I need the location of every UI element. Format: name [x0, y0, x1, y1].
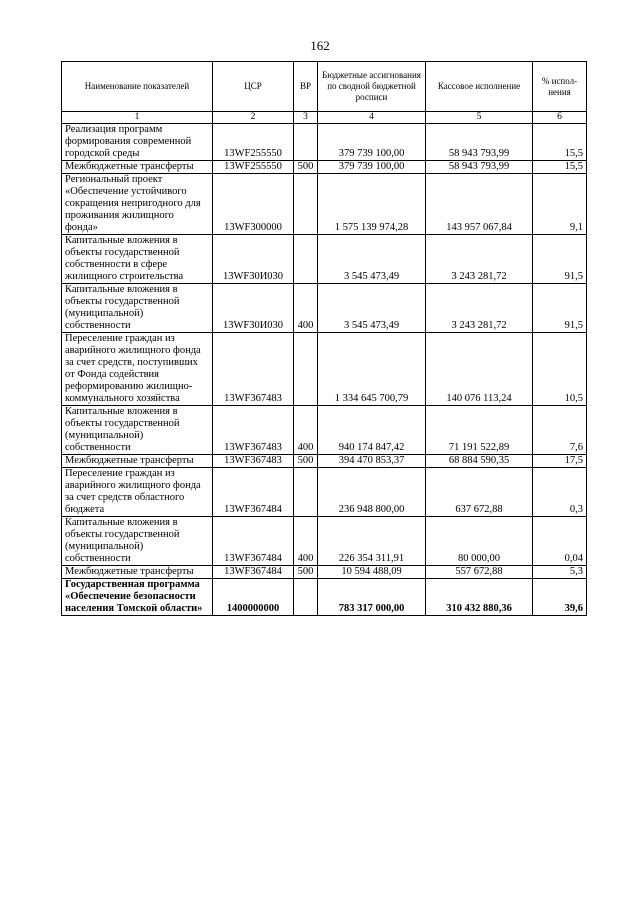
row-vr: 400 [294, 406, 318, 455]
row-cash: 68 884 590,35 [426, 455, 533, 468]
row-cash: 3 243 281,72 [426, 284, 533, 333]
row-budget: 394 470 853,37 [318, 455, 426, 468]
row-cash: 3 243 281,72 [426, 235, 533, 284]
row-name: Капитальные вложения в объекты государственной (муниципальной) собственности [62, 406, 213, 455]
row-name: Региональный проект «Обеспечение устойчивого сокращения непригодного для проживания жилищного фонда» [62, 174, 213, 235]
row-pct: 0,04 [533, 517, 587, 566]
row-budget: 379 739 100,00 [318, 161, 426, 174]
row-vr [294, 235, 318, 284]
column-number: 5 [426, 112, 533, 124]
row-csr: 13WF30И030 [213, 235, 294, 284]
row-pct: 10,5 [533, 333, 587, 406]
row-cash: 143 957 067,84 [426, 174, 533, 235]
row-cash: 637 672,88 [426, 468, 533, 517]
total-pct: 39,6 [533, 579, 587, 616]
row-vr [294, 468, 318, 517]
row-pct: 9,1 [533, 174, 587, 235]
row-budget: 1 575 139 974,28 [318, 174, 426, 235]
row-pct: 17,5 [533, 455, 587, 468]
header-budget: Бюджетные ассигнования по сводной бюджетной росписи [318, 62, 426, 112]
table-row [62, 174, 587, 235]
header-cash: Кассовое исполнение [426, 62, 533, 112]
column-number: 4 [318, 112, 426, 124]
row-vr: 400 [294, 284, 318, 333]
row-pct: 91,5 [533, 284, 587, 333]
row-budget: 1 334 645 700,79 [318, 333, 426, 406]
row-cash: 71 191 522,89 [426, 406, 533, 455]
row-name: Межбюджетные трансферты [62, 161, 213, 174]
row-budget: 226 354 311,91 [318, 517, 426, 566]
row-cash: 140 076 113,24 [426, 333, 533, 406]
header-csr: ЦСР [213, 62, 294, 112]
row-vr [294, 333, 318, 406]
row-pct: 0,3 [533, 468, 587, 517]
header-pct: % испол-нения [533, 62, 587, 112]
table-row [62, 406, 587, 455]
row-pct: 91,5 [533, 235, 587, 284]
row-name: Переселение граждан из аварийного жилищного фонда за счет средств областного бюджета [62, 468, 213, 517]
row-budget: 940 174 847,42 [318, 406, 426, 455]
row-cash: 58 943 793,99 [426, 161, 533, 174]
table-row [62, 235, 587, 284]
row-csr: 13WF367483 [213, 333, 294, 406]
table-row [62, 161, 587, 174]
row-csr: 13WF367484 [213, 566, 294, 579]
row-name: Реализация программ формирования современной городской среды [62, 124, 213, 161]
column-number: 1 [62, 112, 213, 124]
column-number: 3 [294, 112, 318, 124]
row-csr: 13WF255550 [213, 124, 294, 161]
row-cash: 58 943 793,99 [426, 124, 533, 161]
row-cash: 557 672,88 [426, 566, 533, 579]
budget-execution-table [61, 61, 587, 616]
header-row [62, 62, 587, 112]
row-name: Капитальные вложения в объекты государственной (муниципальной) собственности [62, 284, 213, 333]
row-pct: 7,6 [533, 406, 587, 455]
total-csr: 1400000000 [213, 579, 294, 616]
row-csr: 13WF255550 [213, 161, 294, 174]
row-vr [294, 174, 318, 235]
total-name: Государственная программа «Обеспечение безопасности населения Томской области» [62, 579, 213, 616]
row-pct: 15,5 [533, 124, 587, 161]
table-row [62, 517, 587, 566]
total-budget: 783 317 000,00 [318, 579, 426, 616]
row-name: Межбюджетные трансферты [62, 566, 213, 579]
table-row [62, 566, 587, 579]
row-budget: 379 739 100,00 [318, 124, 426, 161]
row-budget: 3 545 473,49 [318, 284, 426, 333]
table-row [62, 333, 587, 406]
row-csr: 13WF367484 [213, 517, 294, 566]
row-budget: 10 594 488,09 [318, 566, 426, 579]
column-number: 6 [533, 112, 587, 124]
table-row [62, 124, 587, 161]
row-vr: 400 [294, 517, 318, 566]
row-budget: 236 948 800,00 [318, 468, 426, 517]
page-number: 162 [310, 38, 330, 53]
row-name: Переселение граждан из аварийного жилищного фонда за счет средств, поступивших от Фонда содействия реформированию жилищно-коммунального хозяйства [62, 333, 213, 406]
total-vr [294, 579, 318, 616]
header-vr: ВР [294, 62, 318, 112]
row-name: Межбюджетные трансферты [62, 455, 213, 468]
table-row [62, 455, 587, 468]
row-vr [294, 124, 318, 161]
column-number-row [62, 112, 587, 124]
table-row [62, 284, 587, 333]
row-pct: 5,3 [533, 566, 587, 579]
row-vr: 500 [294, 455, 318, 468]
row-csr: 13WF367484 [213, 468, 294, 517]
total-row [62, 579, 587, 616]
row-name: Капитальные вложения в объекты государственной (муниципальной) собственности [62, 517, 213, 566]
row-name: Капитальные вложения в объекты государственной собственности в сфере жилищного строительства [62, 235, 213, 284]
row-budget: 3 545 473,49 [318, 235, 426, 284]
row-cash: 80 000,00 [426, 517, 533, 566]
row-csr: 13WF30И030 [213, 284, 294, 333]
total-cash: 310 432 880,36 [426, 579, 533, 616]
row-csr: 13WF300000 [213, 174, 294, 235]
header-name: Наименование показателей [62, 62, 213, 112]
row-pct: 15,5 [533, 161, 587, 174]
row-csr: 13WF367483 [213, 455, 294, 468]
column-number: 2 [213, 112, 294, 124]
row-vr: 500 [294, 566, 318, 579]
row-vr: 500 [294, 161, 318, 174]
table-row [62, 468, 587, 517]
row-csr: 13WF367483 [213, 406, 294, 455]
